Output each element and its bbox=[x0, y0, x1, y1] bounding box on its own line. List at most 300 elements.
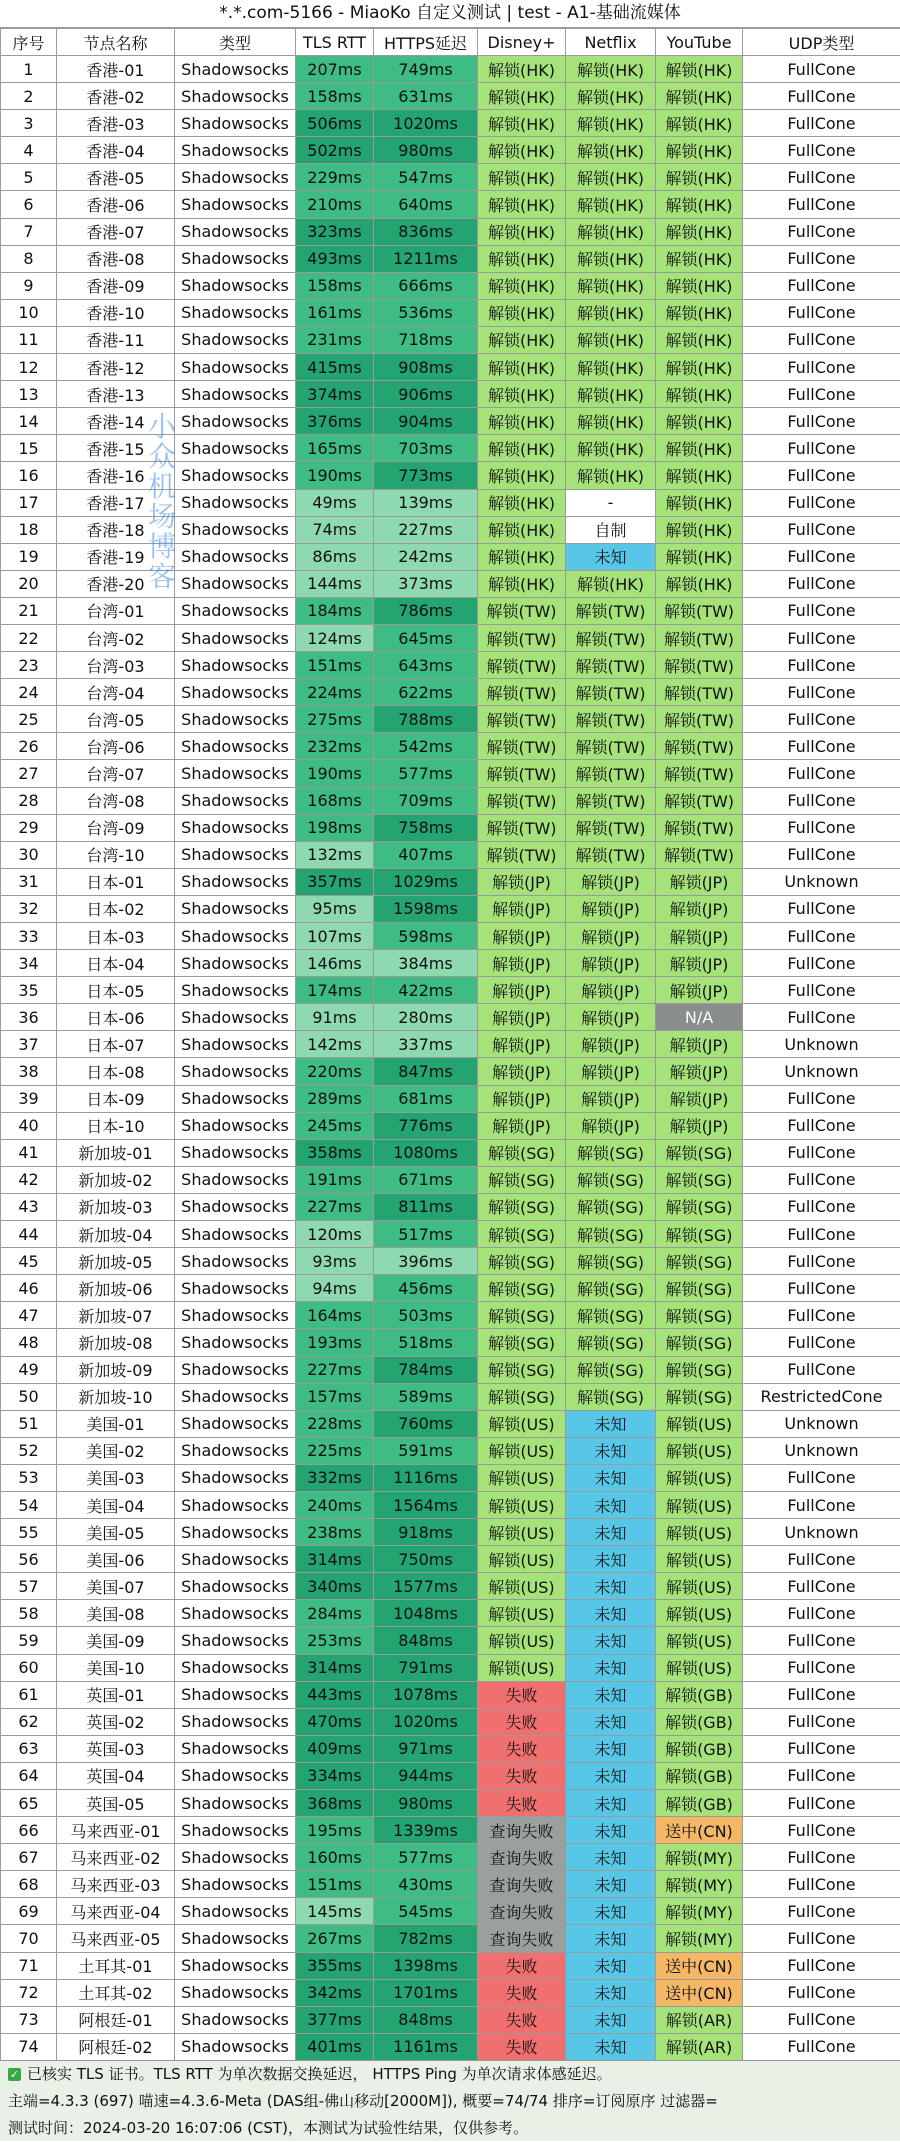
cell-type: Shadowsocks bbox=[175, 462, 296, 489]
table-row[interactable] bbox=[1, 56, 900, 83]
cell-index: 47 bbox=[1, 1302, 57, 1329]
table-row[interactable] bbox=[1, 1573, 900, 1600]
cell-disney: 解锁(HK) bbox=[478, 191, 566, 218]
col-header-netflix[interactable]: Netflix bbox=[566, 29, 656, 56]
cell-node-name: 香港-02 bbox=[57, 83, 175, 110]
cell-tls-rtt: 151ms bbox=[296, 1871, 374, 1898]
cell-disney: 失败 bbox=[478, 1762, 566, 1789]
cell-netflix: 未知 bbox=[566, 543, 656, 570]
cell-type: Shadowsocks bbox=[175, 83, 296, 110]
table-row[interactable] bbox=[1, 1085, 900, 1112]
cell-tls-rtt: 164ms bbox=[296, 1302, 374, 1329]
cell-youtube: 解锁(HK) bbox=[656, 137, 743, 164]
cell-type: Shadowsocks bbox=[175, 706, 296, 733]
cell-node-name: 日本-06 bbox=[57, 1004, 175, 1031]
table-row[interactable] bbox=[1, 1600, 900, 1627]
cell-index: 46 bbox=[1, 1275, 57, 1302]
table-row[interactable] bbox=[1, 814, 900, 841]
cell-https-latency: 1398ms bbox=[374, 1952, 478, 1979]
cell-node-name: 香港-05 bbox=[57, 164, 175, 191]
cell-youtube: 解锁(SG) bbox=[656, 1248, 743, 1275]
cell-youtube: 解锁(JP) bbox=[656, 950, 743, 977]
table-row[interactable] bbox=[1, 652, 900, 679]
cell-netflix: 未知 bbox=[566, 2006, 656, 2033]
cell-disney: 解锁(HK) bbox=[478, 408, 566, 435]
cell-type: Shadowsocks bbox=[175, 1708, 296, 1735]
cell-disney: 解锁(US) bbox=[478, 1491, 566, 1518]
cell-node-name: 日本-03 bbox=[57, 923, 175, 950]
cell-node-name: 台湾-07 bbox=[57, 760, 175, 787]
cell-youtube: 解锁(HK) bbox=[656, 218, 743, 245]
cell-type: Shadowsocks bbox=[175, 1437, 296, 1464]
cell-index: 20 bbox=[1, 570, 57, 597]
table-row[interactable] bbox=[1, 2033, 900, 2060]
cell-index: 32 bbox=[1, 895, 57, 922]
header-row bbox=[1, 29, 900, 56]
table-row[interactable] bbox=[1, 83, 900, 110]
table-row[interactable] bbox=[1, 1844, 900, 1871]
cell-index: 3 bbox=[1, 110, 57, 137]
table-row[interactable] bbox=[1, 272, 900, 299]
table-row[interactable] bbox=[1, 1735, 900, 1762]
cell-node-name: 美国-04 bbox=[57, 1491, 175, 1518]
cell-disney: 解锁(US) bbox=[478, 1546, 566, 1573]
table-row[interactable] bbox=[1, 1248, 900, 1275]
table-row[interactable] bbox=[1, 489, 900, 516]
table-row[interactable] bbox=[1, 1762, 900, 1789]
cell-tls-rtt: 158ms bbox=[296, 272, 374, 299]
cell-https-latency: 918ms bbox=[374, 1519, 478, 1546]
cell-https-latency: 788ms bbox=[374, 706, 478, 733]
table-row[interactable] bbox=[1, 2006, 900, 2033]
cell-type: Shadowsocks bbox=[175, 1681, 296, 1708]
cell-netflix: 未知 bbox=[566, 1654, 656, 1681]
cell-disney: 解锁(JP) bbox=[478, 895, 566, 922]
table-row[interactable] bbox=[1, 597, 900, 624]
cell-disney: 解锁(HK) bbox=[478, 489, 566, 516]
table-row[interactable] bbox=[1, 218, 900, 245]
table-row[interactable] bbox=[1, 950, 900, 977]
table-row[interactable] bbox=[1, 1790, 900, 1817]
cell-tls-rtt: 368ms bbox=[296, 1790, 374, 1817]
watermark-text: 小众机场博客 bbox=[148, 410, 177, 593]
col-header-disney[interactable]: Disney+ bbox=[478, 29, 566, 56]
table-row[interactable] bbox=[1, 1871, 900, 1898]
cell-https-latency: 518ms bbox=[374, 1329, 478, 1356]
cell-netflix: 解锁(TW) bbox=[566, 624, 656, 651]
cell-tls-rtt: 238ms bbox=[296, 1519, 374, 1546]
cell-udp-type: FullCone bbox=[743, 299, 900, 326]
cell-type: Shadowsocks bbox=[175, 354, 296, 381]
cell-tls-rtt: 334ms bbox=[296, 1762, 374, 1789]
cell-node-name: 英国-03 bbox=[57, 1735, 175, 1762]
cell-udp-type: FullCone bbox=[743, 977, 900, 1004]
cell-index: 60 bbox=[1, 1654, 57, 1681]
table-row[interactable] bbox=[1, 1193, 900, 1220]
cell-udp-type: FullCone bbox=[743, 462, 900, 489]
table-row[interactable] bbox=[1, 679, 900, 706]
table-row[interactable] bbox=[1, 1166, 900, 1193]
table-row[interactable] bbox=[1, 543, 900, 570]
col-header-https-latency[interactable]: HTTPS延迟 bbox=[374, 29, 478, 56]
cell-disney: 解锁(US) bbox=[478, 1437, 566, 1464]
cell-node-name: 日本-05 bbox=[57, 977, 175, 1004]
cell-udp-type: Unknown bbox=[743, 868, 900, 895]
cell-https-latency: 786ms bbox=[374, 597, 478, 624]
cell-netflix: 解锁(JP) bbox=[566, 1085, 656, 1112]
table-row[interactable] bbox=[1, 1275, 900, 1302]
cell-node-name: 马来西亚-02 bbox=[57, 1844, 175, 1871]
cell-node-name: 新加坡-08 bbox=[57, 1329, 175, 1356]
cell-type: Shadowsocks bbox=[175, 1952, 296, 1979]
cell-tls-rtt: 506ms bbox=[296, 110, 374, 137]
cell-udp-type: FullCone bbox=[743, 1329, 900, 1356]
table-row[interactable] bbox=[1, 1708, 900, 1735]
cell-index: 49 bbox=[1, 1356, 57, 1383]
cell-tls-rtt: 120ms bbox=[296, 1221, 374, 1248]
cell-netflix: 解锁(JP) bbox=[566, 868, 656, 895]
cell-index: 23 bbox=[1, 652, 57, 679]
cell-https-latency: 503ms bbox=[374, 1302, 478, 1329]
cell-udp-type: FullCone bbox=[743, 191, 900, 218]
cell-udp-type: FullCone bbox=[743, 1193, 900, 1220]
cell-type: Shadowsocks bbox=[175, 652, 296, 679]
cell-disney: 解锁(HK) bbox=[478, 326, 566, 353]
cell-youtube: 解锁(US) bbox=[656, 1437, 743, 1464]
cell-node-name: 台湾-06 bbox=[57, 733, 175, 760]
cell-index: 61 bbox=[1, 1681, 57, 1708]
table-row[interactable] bbox=[1, 245, 900, 272]
cell-tls-rtt: 124ms bbox=[296, 624, 374, 651]
col-header-node-name[interactable]: 节点名称 bbox=[57, 29, 175, 56]
cell-node-name: 香港-01 bbox=[57, 56, 175, 83]
cell-youtube: 解锁(TW) bbox=[656, 624, 743, 651]
cell-netflix: 未知 bbox=[566, 1735, 656, 1762]
table-row[interactable] bbox=[1, 787, 900, 814]
table-row[interactable] bbox=[1, 1058, 900, 1085]
cell-https-latency: 836ms bbox=[374, 218, 478, 245]
cell-node-name: 英国-01 bbox=[57, 1681, 175, 1708]
table-row[interactable] bbox=[1, 1139, 900, 1166]
cell-index: 74 bbox=[1, 2033, 57, 2060]
cell-https-latency: 980ms bbox=[374, 137, 478, 164]
cell-disney: 解锁(US) bbox=[478, 1573, 566, 1600]
cell-netflix: 解锁(SG) bbox=[566, 1275, 656, 1302]
cell-index: 58 bbox=[1, 1600, 57, 1627]
cell-node-name: 香港-10 bbox=[57, 299, 175, 326]
cell-https-latency: 848ms bbox=[374, 2006, 478, 2033]
cell-disney: 解锁(SG) bbox=[478, 1302, 566, 1329]
table-row[interactable] bbox=[1, 462, 900, 489]
cell-node-name: 土耳其-02 bbox=[57, 1979, 175, 2006]
cell-node-name: 台湾-08 bbox=[57, 787, 175, 814]
cell-https-latency: 1564ms bbox=[374, 1491, 478, 1518]
cell-tls-rtt: 184ms bbox=[296, 597, 374, 624]
cell-udp-type: FullCone bbox=[743, 1600, 900, 1627]
cell-udp-type: FullCone bbox=[743, 624, 900, 651]
cell-udp-type: FullCone bbox=[743, 1871, 900, 1898]
cell-node-name: 新加坡-05 bbox=[57, 1248, 175, 1275]
cell-type: Shadowsocks bbox=[175, 1491, 296, 1518]
table-row[interactable] bbox=[1, 923, 900, 950]
table-row[interactable] bbox=[1, 1004, 900, 1031]
table-row[interactable] bbox=[1, 1925, 900, 1952]
cell-node-name: 日本-07 bbox=[57, 1031, 175, 1058]
cell-disney: 失败 bbox=[478, 2033, 566, 2060]
cell-udp-type: FullCone bbox=[743, 489, 900, 516]
cell-udp-type: FullCone bbox=[743, 543, 900, 570]
table-row[interactable] bbox=[1, 354, 900, 381]
cell-index: 8 bbox=[1, 245, 57, 272]
table-row[interactable] bbox=[1, 516, 900, 543]
table-row[interactable] bbox=[1, 137, 900, 164]
cell-netflix: 未知 bbox=[566, 1762, 656, 1789]
cell-type: Shadowsocks bbox=[175, 299, 296, 326]
cell-youtube: 解锁(US) bbox=[656, 1410, 743, 1437]
table-row[interactable] bbox=[1, 1221, 900, 1248]
cell-youtube: 解锁(SG) bbox=[656, 1383, 743, 1410]
cell-type: Shadowsocks bbox=[175, 1546, 296, 1573]
cell-https-latency: 776ms bbox=[374, 1112, 478, 1139]
table-row[interactable] bbox=[1, 1546, 900, 1573]
cell-tls-rtt: 225ms bbox=[296, 1437, 374, 1464]
cell-netflix: 解锁(TW) bbox=[566, 787, 656, 814]
table-row[interactable] bbox=[1, 868, 900, 895]
cell-disney: 解锁(JP) bbox=[478, 1004, 566, 1031]
cell-node-name: 台湾-05 bbox=[57, 706, 175, 733]
cell-disney: 失败 bbox=[478, 1681, 566, 1708]
table-row[interactable] bbox=[1, 733, 900, 760]
cell-disney: 解锁(US) bbox=[478, 1519, 566, 1546]
cell-type: Shadowsocks bbox=[175, 272, 296, 299]
table-row[interactable] bbox=[1, 1491, 900, 1518]
table-row[interactable] bbox=[1, 191, 900, 218]
cell-tls-rtt: 144ms bbox=[296, 570, 374, 597]
footer-line-3: 测试时间：2024-03-20 16:07:06 (CST)，本测试为试验性结果，仅供参考。 bbox=[8, 2118, 528, 2137]
cell-https-latency: 547ms bbox=[374, 164, 478, 191]
table-row[interactable] bbox=[1, 1302, 900, 1329]
col-header-udp-type[interactable]: UDP类型 bbox=[743, 29, 900, 56]
table-row[interactable] bbox=[1, 1356, 900, 1383]
cell-netflix: 解锁(HK) bbox=[566, 326, 656, 353]
cell-udp-type: FullCone bbox=[743, 1085, 900, 1112]
table-row[interactable] bbox=[1, 299, 900, 326]
cell-netflix: 解锁(HK) bbox=[566, 110, 656, 137]
table-row[interactable] bbox=[1, 1681, 900, 1708]
cell-node-name: 香港-14 bbox=[57, 408, 175, 435]
cell-udp-type: FullCone bbox=[743, 1464, 900, 1491]
cell-index: 11 bbox=[1, 326, 57, 353]
table-row[interactable] bbox=[1, 977, 900, 1004]
col-header-youtube[interactable]: YouTube bbox=[656, 29, 743, 56]
cell-disney: 查询失败 bbox=[478, 1817, 566, 1844]
cell-netflix: 解锁(HK) bbox=[566, 272, 656, 299]
cell-udp-type: FullCone bbox=[743, 760, 900, 787]
cell-index: 9 bbox=[1, 272, 57, 299]
cell-index: 67 bbox=[1, 1844, 57, 1871]
cell-youtube: 解锁(AR) bbox=[656, 2033, 743, 2060]
cell-index: 12 bbox=[1, 354, 57, 381]
cell-https-latency: 139ms bbox=[374, 489, 478, 516]
cell-index: 14 bbox=[1, 408, 57, 435]
cell-disney: 解锁(US) bbox=[478, 1600, 566, 1627]
table-row[interactable] bbox=[1, 110, 900, 137]
table-row[interactable] bbox=[1, 408, 900, 435]
cell-udp-type: FullCone bbox=[743, 1627, 900, 1654]
cell-tls-rtt: 207ms bbox=[296, 56, 374, 83]
cell-udp-type: FullCone bbox=[743, 1221, 900, 1248]
cell-https-latency: 906ms bbox=[374, 381, 478, 408]
cell-disney: 解锁(JP) bbox=[478, 923, 566, 950]
cell-disney: 解锁(SG) bbox=[478, 1221, 566, 1248]
cell-index: 57 bbox=[1, 1573, 57, 1600]
cell-youtube: 解锁(SG) bbox=[656, 1356, 743, 1383]
cell-udp-type: Unknown bbox=[743, 1410, 900, 1437]
cell-netflix: 解锁(SG) bbox=[566, 1193, 656, 1220]
cell-https-latency: 971ms bbox=[374, 1735, 478, 1762]
cell-https-latency: 944ms bbox=[374, 1762, 478, 1789]
cell-https-latency: 1116ms bbox=[374, 1464, 478, 1491]
cell-https-latency: 227ms bbox=[374, 516, 478, 543]
cell-netflix: 解锁(HK) bbox=[566, 137, 656, 164]
cell-https-latency: 542ms bbox=[374, 733, 478, 760]
cell-type: Shadowsocks bbox=[175, 516, 296, 543]
table-row[interactable] bbox=[1, 1329, 900, 1356]
table-row[interactable] bbox=[1, 1979, 900, 2006]
table-row[interactable] bbox=[1, 1437, 900, 1464]
cell-netflix: 解锁(SG) bbox=[566, 1383, 656, 1410]
table-row[interactable] bbox=[1, 1952, 900, 1979]
cell-udp-type: FullCone bbox=[743, 1681, 900, 1708]
cell-udp-type: FullCone bbox=[743, 354, 900, 381]
cell-youtube: 解锁(MY) bbox=[656, 1898, 743, 1925]
table-row[interactable] bbox=[1, 1464, 900, 1491]
cell-youtube: 解锁(HK) bbox=[656, 543, 743, 570]
table-row[interactable] bbox=[1, 1817, 900, 1844]
table-row[interactable] bbox=[1, 1627, 900, 1654]
cell-udp-type: FullCone bbox=[743, 1979, 900, 2006]
cell-tls-rtt: 470ms bbox=[296, 1708, 374, 1735]
cell-netflix: 未知 bbox=[566, 1871, 656, 1898]
cell-node-name: 香港-13 bbox=[57, 381, 175, 408]
cell-https-latency: 848ms bbox=[374, 1627, 478, 1654]
cell-type: Shadowsocks bbox=[175, 2033, 296, 2060]
cell-netflix: 未知 bbox=[566, 1546, 656, 1573]
cell-tls-rtt: 267ms bbox=[296, 1925, 374, 1952]
cell-udp-type: FullCone bbox=[743, 435, 900, 462]
cell-node-name: 香港-16 bbox=[57, 462, 175, 489]
col-header-tls-rtt[interactable]: TLS RTT bbox=[296, 29, 374, 56]
cell-node-name: 土耳其-01 bbox=[57, 1952, 175, 1979]
cell-index: 13 bbox=[1, 381, 57, 408]
table-row[interactable] bbox=[1, 1410, 900, 1437]
table-row[interactable] bbox=[1, 1112, 900, 1139]
cell-youtube: 解锁(TW) bbox=[656, 597, 743, 624]
cell-type: Shadowsocks bbox=[175, 543, 296, 570]
cell-udp-type: Unknown bbox=[743, 1058, 900, 1085]
cell-tls-rtt: 355ms bbox=[296, 1952, 374, 1979]
cell-https-latency: 407ms bbox=[374, 841, 478, 868]
table-row[interactable] bbox=[1, 435, 900, 462]
table-row[interactable] bbox=[1, 1519, 900, 1546]
cell-type: Shadowsocks bbox=[175, 110, 296, 137]
cell-node-name: 新加坡-02 bbox=[57, 1166, 175, 1193]
cell-netflix: 解锁(JP) bbox=[566, 1004, 656, 1031]
cell-youtube: 解锁(JP) bbox=[656, 923, 743, 950]
cell-netflix: 解锁(JP) bbox=[566, 1058, 656, 1085]
cell-tls-rtt: 145ms bbox=[296, 1898, 374, 1925]
cell-index: 4 bbox=[1, 137, 57, 164]
table-row[interactable] bbox=[1, 1654, 900, 1681]
table-row[interactable] bbox=[1, 624, 900, 651]
cell-tls-rtt: 227ms bbox=[296, 1193, 374, 1220]
table-row[interactable] bbox=[1, 760, 900, 787]
col-header-index[interactable]: 序号 bbox=[1, 29, 57, 56]
cell-disney: 解锁(US) bbox=[478, 1654, 566, 1681]
cell-disney: 解锁(SG) bbox=[478, 1383, 566, 1410]
cell-udp-type: FullCone bbox=[743, 272, 900, 299]
cell-udp-type: FullCone bbox=[743, 2006, 900, 2033]
cell-youtube: 解锁(JP) bbox=[656, 1112, 743, 1139]
cell-https-latency: 1020ms bbox=[374, 110, 478, 137]
cell-tls-rtt: 158ms bbox=[296, 83, 374, 110]
cell-disney: 失败 bbox=[478, 1952, 566, 1979]
cell-udp-type: FullCone bbox=[743, 597, 900, 624]
table-row[interactable] bbox=[1, 381, 900, 408]
cell-https-latency: 1598ms bbox=[374, 895, 478, 922]
cell-tls-rtt: 240ms bbox=[296, 1491, 374, 1518]
cell-udp-type: FullCone bbox=[743, 1790, 900, 1817]
cell-node-name: 美国-03 bbox=[57, 1464, 175, 1491]
cell-tls-rtt: 151ms bbox=[296, 652, 374, 679]
cell-https-latency: 718ms bbox=[374, 326, 478, 353]
cell-type: Shadowsocks bbox=[175, 760, 296, 787]
cell-netflix: - bbox=[566, 489, 656, 516]
cell-node-name: 新加坡-03 bbox=[57, 1193, 175, 1220]
table-row[interactable] bbox=[1, 164, 900, 191]
cell-netflix: 解锁(JP) bbox=[566, 1031, 656, 1058]
table-row[interactable] bbox=[1, 841, 900, 868]
cell-node-name: 美国-05 bbox=[57, 1519, 175, 1546]
table-row[interactable] bbox=[1, 1031, 900, 1058]
cell-type: Shadowsocks bbox=[175, 1356, 296, 1383]
cell-youtube: 解锁(US) bbox=[656, 1546, 743, 1573]
cell-youtube: 解锁(HK) bbox=[656, 570, 743, 597]
cell-udp-type: FullCone bbox=[743, 895, 900, 922]
table-row[interactable] bbox=[1, 706, 900, 733]
col-header-type[interactable]: 类型 bbox=[175, 29, 296, 56]
cell-youtube: 解锁(HK) bbox=[656, 381, 743, 408]
cell-tls-rtt: 107ms bbox=[296, 923, 374, 950]
table-row[interactable] bbox=[1, 1898, 900, 1925]
cell-type: Shadowsocks bbox=[175, 1790, 296, 1817]
cell-disney: 失败 bbox=[478, 1735, 566, 1762]
cell-netflix: 解锁(JP) bbox=[566, 923, 656, 950]
table-row[interactable] bbox=[1, 326, 900, 353]
table-row[interactable] bbox=[1, 570, 900, 597]
cell-disney: 解锁(US) bbox=[478, 1464, 566, 1491]
cell-https-latency: 643ms bbox=[374, 652, 478, 679]
cell-disney: 解锁(SG) bbox=[478, 1356, 566, 1383]
cell-youtube: 解锁(GB) bbox=[656, 1708, 743, 1735]
cell-tls-rtt: 443ms bbox=[296, 1681, 374, 1708]
cell-type: Shadowsocks bbox=[175, 977, 296, 1004]
cell-disney: 解锁(TW) bbox=[478, 679, 566, 706]
table-row[interactable] bbox=[1, 895, 900, 922]
cell-type: Shadowsocks bbox=[175, 408, 296, 435]
cell-type: Shadowsocks bbox=[175, 1735, 296, 1762]
table-row[interactable] bbox=[1, 1383, 900, 1410]
